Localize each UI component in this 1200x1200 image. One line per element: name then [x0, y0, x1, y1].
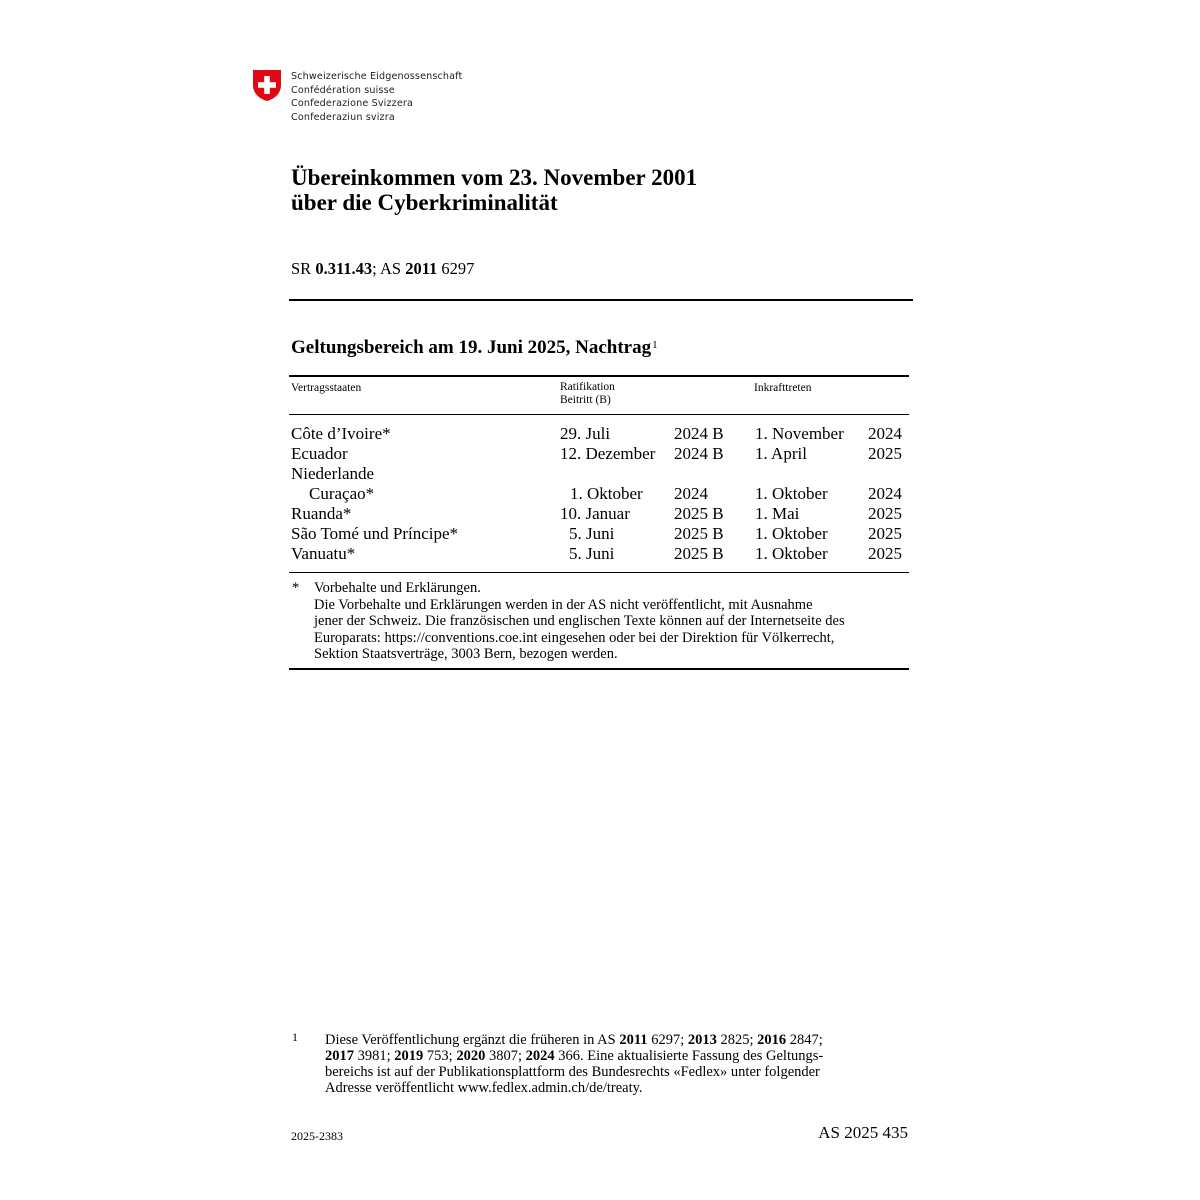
- title-line-1: Übereinkommen vom 23. November 2001: [291, 165, 698, 190]
- fn-year: 2019: [394, 1048, 424, 1064]
- as-year: 2011: [405, 259, 438, 278]
- table-row: [0, 504, 1200, 524]
- cell-rat-year: 2024 B: [674, 424, 724, 443]
- federation-name-fr: Confédération suisse: [291, 84, 395, 96]
- fn-year: 2024: [525, 1048, 555, 1064]
- fn-text: 753;: [423, 1048, 457, 1064]
- table-body-rule: [289, 572, 909, 573]
- table-row: [0, 544, 1200, 564]
- federation-name-rm: Confederaziun svizra: [291, 111, 395, 123]
- cell-rat-date: 5. Juni: [569, 544, 615, 563]
- cell-rat-date: 10. Januar: [560, 504, 630, 523]
- cell-eif-year: 2025: [868, 444, 902, 463]
- table-row: [0, 484, 1200, 504]
- footnote-number: 1: [292, 1030, 298, 1044]
- cell-eif-year: 2025: [868, 524, 902, 543]
- note-mark: *: [292, 580, 300, 596]
- header-ratification: [560, 381, 615, 407]
- cell-eif-year: 2025: [868, 544, 902, 563]
- table-row: [0, 524, 1200, 544]
- note-line: Europarats: https://conventions.coe.int eingesehen oder bei der Direktion für Völkerrecht,: [314, 629, 835, 646]
- fn-year: 2020: [456, 1048, 486, 1064]
- cell-rat-year: 2025 B: [674, 504, 724, 523]
- footnote-line-1: [325, 1032, 823, 1048]
- table-top-rule: [289, 375, 909, 377]
- fn-text: Diese Veröffentlichung ergänzt die früheren in AS: [325, 1032, 620, 1048]
- federation-name-it: Confederazione Svizzera: [291, 98, 414, 109]
- fn-year: 2017: [325, 1048, 354, 1064]
- cell-eif-date: 1. Oktober: [755, 484, 828, 503]
- fn-text: 366. Eine aktualisierte Fassung des Geltungs-: [554, 1048, 824, 1064]
- federation-names: [291, 70, 462, 124]
- fn-year: 2013: [687, 1032, 717, 1048]
- cell-eif-date: 1. Oktober: [755, 524, 828, 543]
- cell-rat-year: 2025 B: [674, 544, 724, 563]
- federation-name-de: Schweizerische Eidgenossenschaft: [291, 71, 463, 82]
- fn-text: 2825;: [716, 1032, 758, 1048]
- cell-rat-date: 5. Juni: [569, 524, 615, 543]
- fn-text: 3807;: [485, 1048, 526, 1064]
- fn-year: 2016: [757, 1032, 787, 1048]
- sr-number: 0.311.43: [315, 259, 373, 278]
- fn-year: 2011: [619, 1032, 648, 1048]
- cell-eif-date: 1. Mai: [755, 504, 800, 523]
- document-title: [291, 165, 697, 215]
- table-header-rule: [289, 414, 909, 415]
- header-entry-into-force: Inkrafttreten: [754, 382, 812, 394]
- document-number: 2025-2383: [291, 1129, 343, 1143]
- cell-state: Niederlande: [291, 464, 375, 483]
- table-bottom-rule: [289, 668, 909, 670]
- section-title-text: Geltungsbereich am 19. Juni 2025, Nachtrag: [291, 337, 652, 358]
- section-footnote-mark: 1: [652, 339, 658, 351]
- footnote-line-2: [325, 1048, 823, 1064]
- cell-eif-date: 1. Oktober: [755, 544, 828, 563]
- as-separator: ; AS: [372, 259, 402, 278]
- sr-reference: [291, 259, 474, 279]
- header-states: Vertragsstaaten: [291, 382, 362, 394]
- cell-state: Vanuatu*: [291, 544, 356, 563]
- note-line: jener der Schweiz. Die französischen und englischen Texte können auf der Internetseite des: [314, 613, 845, 629]
- table-note: [314, 580, 845, 663]
- note-line: Die Vorbehalte und Erklärungen werden in der AS nicht veröffentlicht, mit Ausnahme: [314, 596, 813, 613]
- cell-rat-date: 12. Dezember: [560, 444, 656, 463]
- as-page: 6297: [441, 259, 475, 278]
- cell-rat-year: 2024 B: [674, 444, 724, 463]
- page-footnote: [325, 1032, 823, 1096]
- cell-state: Côte d’Ivoire*: [291, 424, 391, 443]
- footnote-line-4: Adresse veröffentlicht www.fedlex.admin.ch/de/treaty.: [325, 1080, 643, 1096]
- section-title: [291, 337, 658, 359]
- note-line: Vorbehalte und Erklärungen.: [314, 580, 481, 596]
- cell-state: Ruanda*: [291, 504, 352, 523]
- fn-text: 3981;: [354, 1048, 395, 1064]
- swiss-cross-icon: [252, 69, 282, 102]
- cell-rat-date: 1. Oktober: [570, 484, 643, 503]
- title-divider: [289, 299, 913, 301]
- cell-eif-year: 2025: [868, 504, 902, 523]
- cell-eif-year: 2024: [868, 424, 902, 443]
- cell-eif-date: 1. April: [755, 444, 807, 463]
- cell-state: São Tomé und Príncipe*: [291, 524, 459, 543]
- fn-text: 2847;: [786, 1032, 823, 1048]
- sr-label: SR: [291, 259, 312, 278]
- header-ratification-line1: Ratifikation: [560, 381, 615, 393]
- cell-eif-year: 2024: [868, 484, 902, 503]
- as-page-reference: AS 2025 435: [818, 1123, 908, 1142]
- cell-state: Curaçao*: [309, 484, 375, 503]
- footnote-line-3: bereichs ist auf der Publikationsplattform des Bundesrechts «Fedlex» unter folgender: [325, 1064, 820, 1080]
- fn-text: 6297;: [647, 1032, 688, 1048]
- cell-rat-year: 2024: [674, 484, 708, 503]
- cell-state: Ecuador: [291, 444, 348, 463]
- cell-rat-date: 29. Juli: [560, 424, 611, 443]
- table-row: [0, 424, 1200, 444]
- title-line-2: über die Cyberkriminalität: [291, 190, 558, 215]
- cell-eif-date: 1. November: [755, 424, 844, 443]
- note-line: Sektion Staatsverträge, 3003 Bern, bezogen werden.: [314, 646, 618, 662]
- header-ratification-line2: Beitritt (B): [560, 394, 611, 406]
- table-row: [0, 464, 1200, 484]
- table-body: [0, 424, 1200, 564]
- cell-rat-year: 2025 B: [674, 524, 724, 543]
- table-row: [0, 444, 1200, 464]
